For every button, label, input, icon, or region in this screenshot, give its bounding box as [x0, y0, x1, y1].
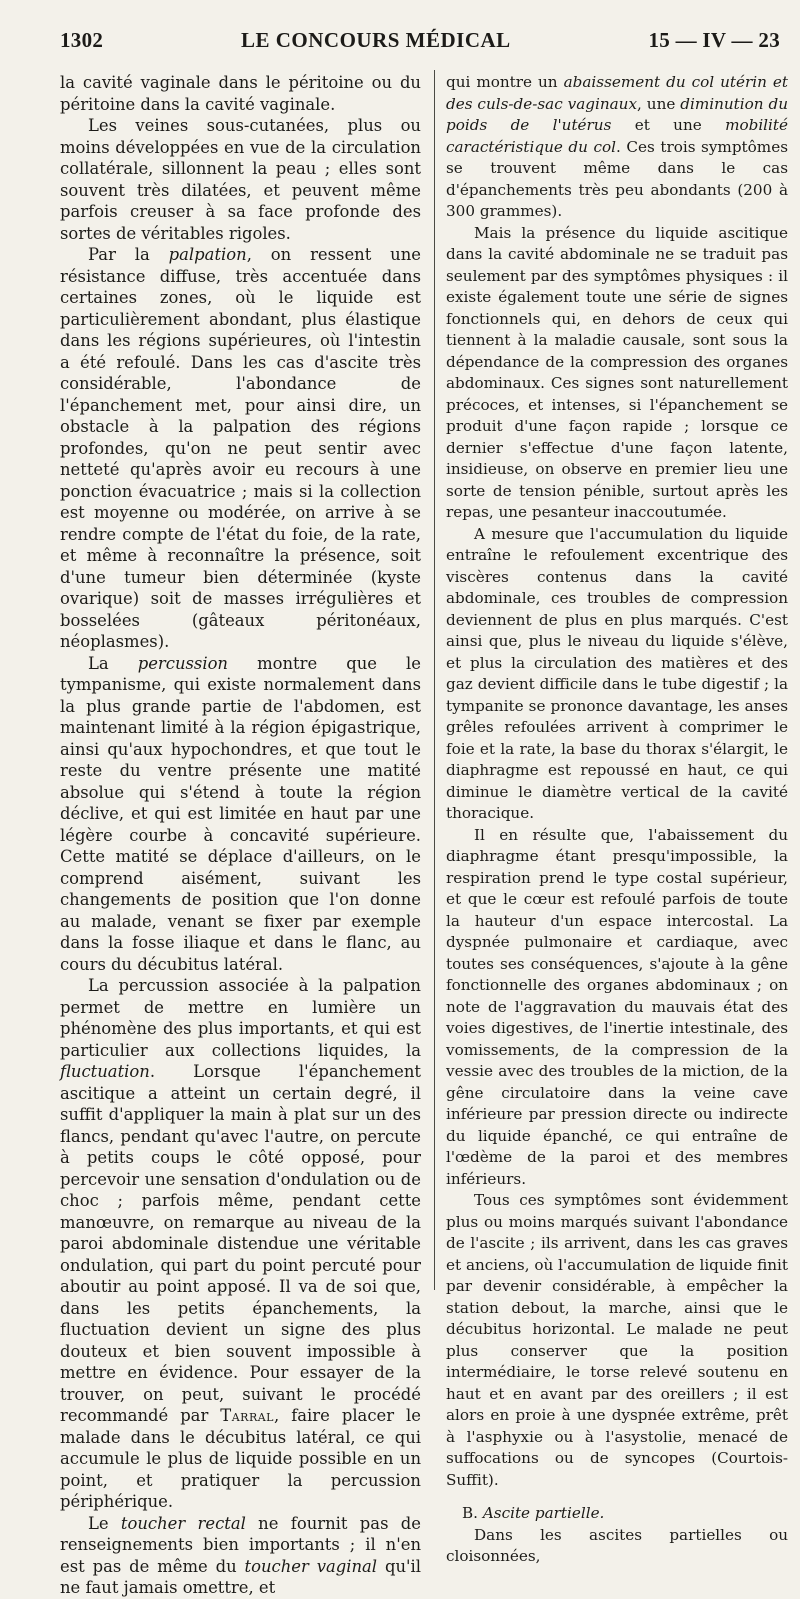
column-divider — [434, 70, 435, 1290]
journal-title: LE CONCOURS MÉDICAL — [240, 28, 511, 52]
paragraph: Dans les ascites partielles ou cloisonnées, — [446, 1525, 788, 1565]
paragraph: Il en résulte que, l'abaissement du diaphragme étant presqu'impossible, la respiration prend le type costal supérieur, et que le cœur est refoulé parfois de toute la hauteur d'un espace intercostal. La dyspnée pulmonaire et cardiaque, avec toutes ses conséquences, s'ajoute à la gêne fonctionnelle des organes abdominaux ; on note de l'aggravation du mauvais état des voies digestives, de l'inertie intestinale, des vomissements, de la compression de la vessie avec des troubles de la miction, de la gêne circulatoire dans la veine cave inférieure par pression directe ou indirecte du liquide épanché, ce qui entraîne de l'œdème de la paroi et des membres inférieurs. — [446, 825, 788, 1188]
paragraph: A mesure que l'accumulation du liquide entraîne le refoulement excentrique des viscères contenus dans la cavité abdominale, ces troubles de compression deviennent de plus en plus marqués. C'est ainsi que, plus le niveau du liquide s'élève, et plus la circulation des matières et des gaz devient difficile dans le tube digestif ; la tympanite se prononce davantage, les anses grêles refoulées arrivent à comprimer le foie et la rate, la base du thorax s'élargit, le diaphragme est repoussé en haut, ce qui diminue le diamètre vertical de la cavité thoracique. — [446, 524, 788, 822]
paragraph-palpation: Par la palpation, on ressent une résistance diffuse, très accentuée dans certaines zones, où le liquide est particulièrement abondant, plus élastique dans les régions supérieures, où l'intestin a été refoulé. Dans les cas d'ascite très considérable, l'abondance de l'épanchement met, pour ainsi dire, un obstacle à la palpation des régions profondes, qu'on ne peut sentir avec netteté qu'après avoir eu recours à une ponction évacuatrice ; mais si la collection est moyenne ou modérée, on arrive à se rendre compte de l'état du foie, de la rate, et même à reconnaître la présence, soit d'une tumeur bien déterminée (kyste ovarique) soit de masses irrégulières et bosselées (gâteaux péritonéaux, néoplasmes). — [60, 245, 421, 651]
term-toucher-rectal: toucher rectal — [120, 1513, 246, 1533]
page-number: 1302 — [60, 28, 104, 52]
term-percussion: percussion — [137, 653, 228, 673]
paragraph-toucher: Le toucher rectal ne fournit pas de renseignements bien importants ; il n'en est pas de même du toucher vaginal qu'il ne faut jamais omettre, et — [60, 1513, 422, 1597]
paragraph: Tous ces symptômes sont évidemment plus ou moins marqués suivant l'abondance de l'ascite ; ils arrivent, dans les cas graves et anciens, où l'accumulation de liquide finit par devenir considérable, à empêcher la station debout, la marche, ainsi que le décubitus horizontal. Le malade ne peut plus conserver que la position intermédiaire, le torse relevé soutenu en haut et en avant par des oreillers ; il est alors en proie à une dyspnée extrême, prêt à l'asphyxie ou à l'asystolie, menacé de suffocations ou de syncopes (Courtois-Suffit). — [446, 1191, 788, 1489]
paragraph: Mais la présence du liquide ascitique dans la cavité abdominale ne se traduit pas seulement par des symptômes physiques : il existe également toute une série de signes fonctionnels qui, en dehors de ceux qui tiennent à la maladie causale, sont sous la dépendance de la compression des organes abdominaux. Ces signes sont naturellement précoces, et intenses, si l'épanchement se produit d'une façon rapide ; lorsque ce dernier s'effectue d'une façon latente, insidieuse, on observe en premier lieu une sorte de tension pénible, surtout après les repas, une pesanteur inaccoutumée. — [446, 223, 788, 521]
issue-date: 15 — IV — 23 — [648, 28, 780, 52]
running-header — [60, 28, 780, 60]
paragraph-percussion: La percussion montre que le tympanisme, qui existe normalement dans la plus grande partie de l'abdomen, est maintenant limité à la région épigastrique, ainsi qu'aux hypochondres, et que tout le reste du ventre présente une matité absolue qui s'étend à toute la région déclive, et qui est limitée en haut par une légère courbe à concavité supérieure. Cette matité se déplace d'ailleurs, on le comprend aisément, suivant les changements de position que l'on donne au malade, venant se fixer par exemple dans la fosse iliaque et dans le flanc, au cours du décubitus latéral. — [60, 653, 421, 974]
left-column — [60, 72, 421, 1599]
paragraph: Les veines sous-cutanées, plus ou moins développées en vue de la circulation collatérale, sillonnent la peau ; elles sont souvent très dilatées, et peuvent même parfois creuser à sa face profonde des sortes de véritables rigoles. — [60, 116, 421, 243]
term-toucher-vaginal: toucher vaginal — [244, 1556, 378, 1576]
paragraph-fluctuation: La percussion associée à la palpation permet de mettre en lumière un phénomène des plus importants, et qui est particulier aux collections liquides, la fluctuation. Lorsque l'épanchement ascitique a atteint un certain degré, il suffit d'appliquer la main à plat sur un des flancs, pendant qu'avec l'autre, on percute à petits coups le côté opposé, pour percevoir une sensation d'ondulation ou de choc ; parfois même, pendant cette manœuvre, on remarque au niveau de la paroi abdominale distendue une véritable ondulation, qui part du point percuté pour aboutir au point apposé. Il va de soi que, dans les petits épanchements, la fluctuation devient un signe des plus douteux et bien souvent impossible à mettre en évidence. Pour essayer de la trouver, on peut, suivant le procédé recommandé par Tarral, faire placer le malade dans le décubitus latéral, ce qui accumule le plus de liquide possible en un point, et pratiquer la percussion périphérique. — [60, 976, 421, 1511]
author-tarral: Tarral — [220, 1406, 274, 1425]
paragraph: la cavité vaginale dans le péritoine ou du péritoine dans la cavité vaginale. — [60, 73, 421, 114]
right-column — [446, 72, 788, 1568]
term-palpation: palpation — [168, 245, 247, 264]
term-fluctuation: fluctuation — [60, 1062, 150, 1081]
paragraph: qui montre un abaissement du col utérin et des culs-de-sac vaginaux, une diminution du poids de l'utérus et une mobilité caractéristique du col. Ces trois symptômes se trouvent même dans le cas d'épanchements très peu abondants (200 à 300 grammes). — [446, 73, 788, 220]
section-heading: B. Ascite partielle. — [462, 1504, 605, 1522]
